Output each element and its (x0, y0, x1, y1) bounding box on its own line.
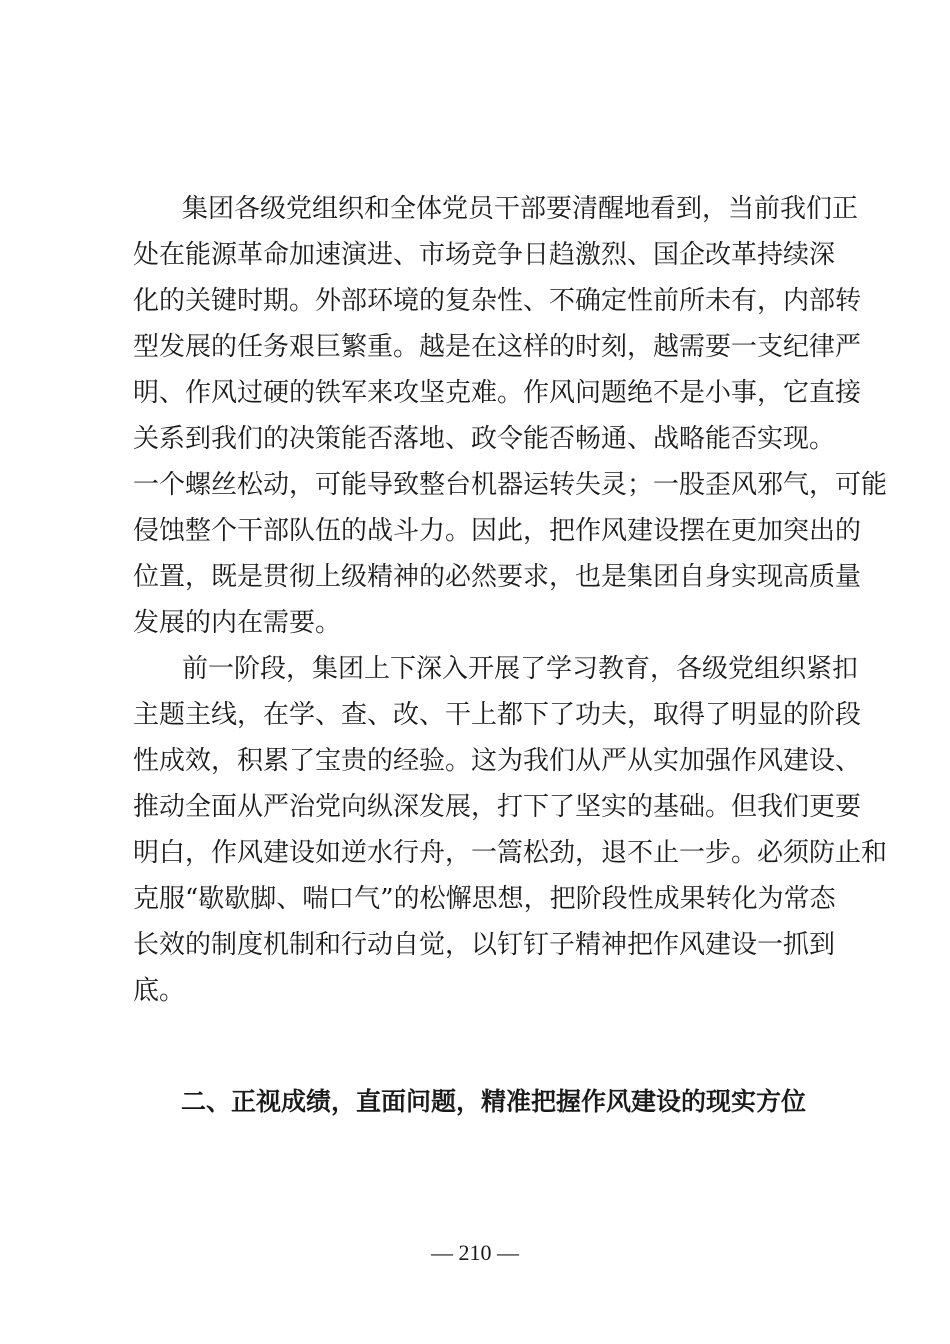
paragraph-line: 克服“歇歇脚、喘口气”的松懈思想，把阶段性成果转化为常态 (133, 884, 836, 914)
paragraph-line: 底。 (133, 976, 186, 1006)
paragraph-line: 性成效，积累了宝贵的经验。这为我们从严从实加强作风建设、 (133, 746, 862, 776)
paragraph-line: 处在能源革命加速演进、市场竞争日趋激烈、国企改革持续深 (133, 240, 836, 270)
paragraph-line: 位置，既是贯彻上级精神的必然要求，也是集团自身实现高质量 (133, 562, 862, 592)
section-heading: 二、正视成绩，直面问题，精准把握作风建设的现实方位 (181, 1087, 807, 1116)
paragraph-line: 发展的内在需要。 (133, 608, 342, 638)
paragraph-line: 主题主线，在学、查、改、干上都下了功夫，取得了明显的阶段 (133, 700, 862, 730)
paragraph-line: 化的关键时期。外部环境的复杂性、不确定性前所未有，内部转 (133, 286, 862, 316)
paragraph-line: 集团各级党组织和全体党员干部要清醒地看到，当前我们正 (182, 194, 859, 224)
paragraph-line: 推动全面从严治党向纵深发展，打下了坚实的基础。但我们更要 (133, 792, 862, 822)
paragraph-line: 型发展的任务艰巨繁重。越是在这样的时刻，越需要一支纪律严 (133, 332, 862, 362)
paragraph-line: 侵蚀整个干部队伍的战斗力。因此，把作风建设摆在更加突出的 (133, 516, 862, 546)
paragraph-line: 关系到我们的决策能否落地、政令能否畅通、战略能否实现。 (133, 424, 836, 454)
paragraph-line: 前一阶段，集团上下深入开展了学习教育，各级党组织紧扣 (182, 654, 859, 684)
paragraph-line: 长效的制度机制和行动自觉，以钉钉子精神把作风建设一抓到 (133, 930, 836, 960)
paragraph-line: 明、作风过硬的铁军来攻坚克难。作风问题绝不是小事，它直接 (133, 378, 862, 408)
page-number: — 210 — (431, 1240, 519, 1265)
paragraph-line: 一个螺丝松动，可能导致整台机器运转失灵；一股歪风邪气，可能 (133, 470, 888, 500)
paragraph-line: 明白，作风建设如逆水行舟，一篙松劲，退不止一步。必须防止和 (133, 838, 888, 868)
